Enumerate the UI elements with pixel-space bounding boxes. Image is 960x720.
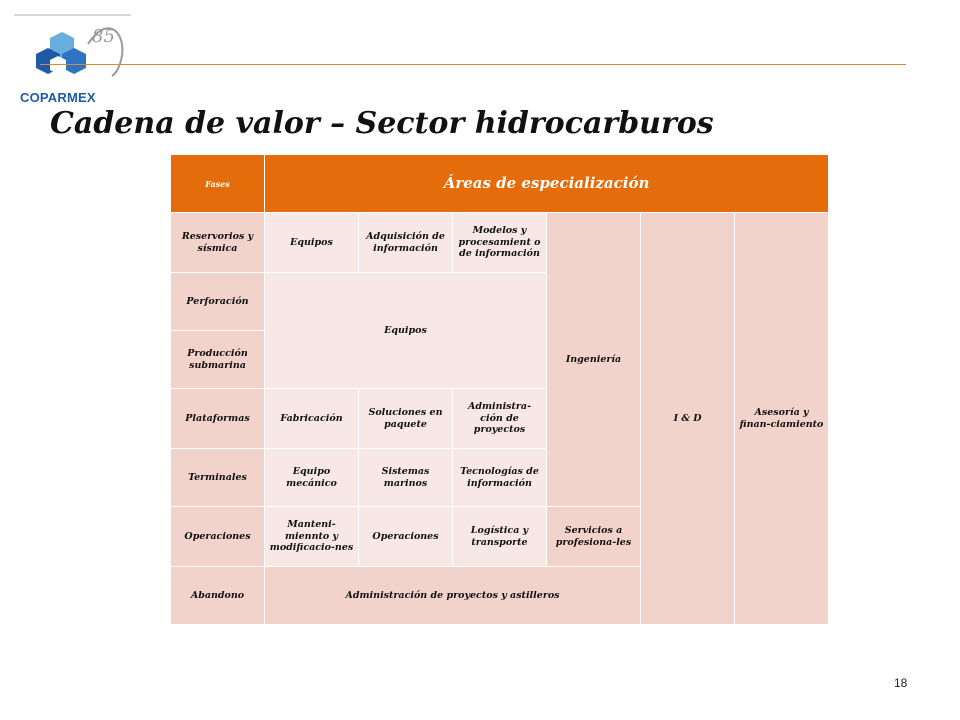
area-cell: Operaciones bbox=[359, 507, 453, 567]
area-cell: Manteni-miennto y modificacio-nes bbox=[265, 507, 359, 567]
area-cell: Modelos y procesamient o de información bbox=[453, 213, 547, 273]
areas-header: Áreas de especialización bbox=[265, 155, 829, 213]
top-rule-divider bbox=[40, 64, 906, 65]
fase-cell: Terminales bbox=[171, 449, 265, 507]
value-chain-table bbox=[170, 154, 829, 625]
logo-text: COPARMEX bbox=[20, 90, 96, 105]
equipos-span-cell: Equipos bbox=[265, 273, 547, 389]
area-span-cell: Administración de proyectos y astilleros bbox=[265, 567, 641, 625]
page-number: 18 bbox=[894, 676, 908, 690]
area-cell: Administra-ción de proyectos bbox=[453, 389, 547, 449]
id-cell: I & D bbox=[641, 213, 735, 625]
table-header-row bbox=[171, 155, 829, 213]
fase-cell: Operaciones bbox=[171, 507, 265, 567]
table-row bbox=[171, 213, 829, 273]
area-cell: Equipo mecánico bbox=[265, 449, 359, 507]
fase-cell: Plataformas bbox=[171, 389, 265, 449]
fases-header: Fases bbox=[171, 155, 265, 213]
area-cell: Equipos bbox=[265, 213, 359, 273]
page-title: Cadena de valor – Sector hidrocarburos bbox=[50, 106, 714, 141]
coparmex-logo bbox=[14, 14, 134, 105]
fase-cell: Reservorios y sísmica bbox=[171, 213, 265, 273]
area-cell: Sistemas marinos bbox=[359, 449, 453, 507]
fase-cell: Producción submarina bbox=[171, 331, 265, 389]
fase-cell: Perforación bbox=[171, 273, 265, 331]
area-cell: Logística y transporte bbox=[453, 507, 547, 567]
asesoria-cell: Asesoría y finan-ciamiento bbox=[735, 213, 829, 625]
area-cell: Servicios a profesiona-les bbox=[547, 507, 641, 567]
area-cell: Soluciones en paquete bbox=[359, 389, 453, 449]
ingenieria-cell: Ingeniería bbox=[547, 213, 641, 507]
fase-cell: Abandono bbox=[171, 567, 265, 625]
logo-badge: 85 bbox=[92, 26, 115, 47]
area-cell: Adquisición de información bbox=[359, 213, 453, 273]
logo-mark-icon bbox=[14, 14, 134, 90]
area-cell: Tecnologías de información bbox=[453, 449, 547, 507]
area-cell: Fabricación bbox=[265, 389, 359, 449]
